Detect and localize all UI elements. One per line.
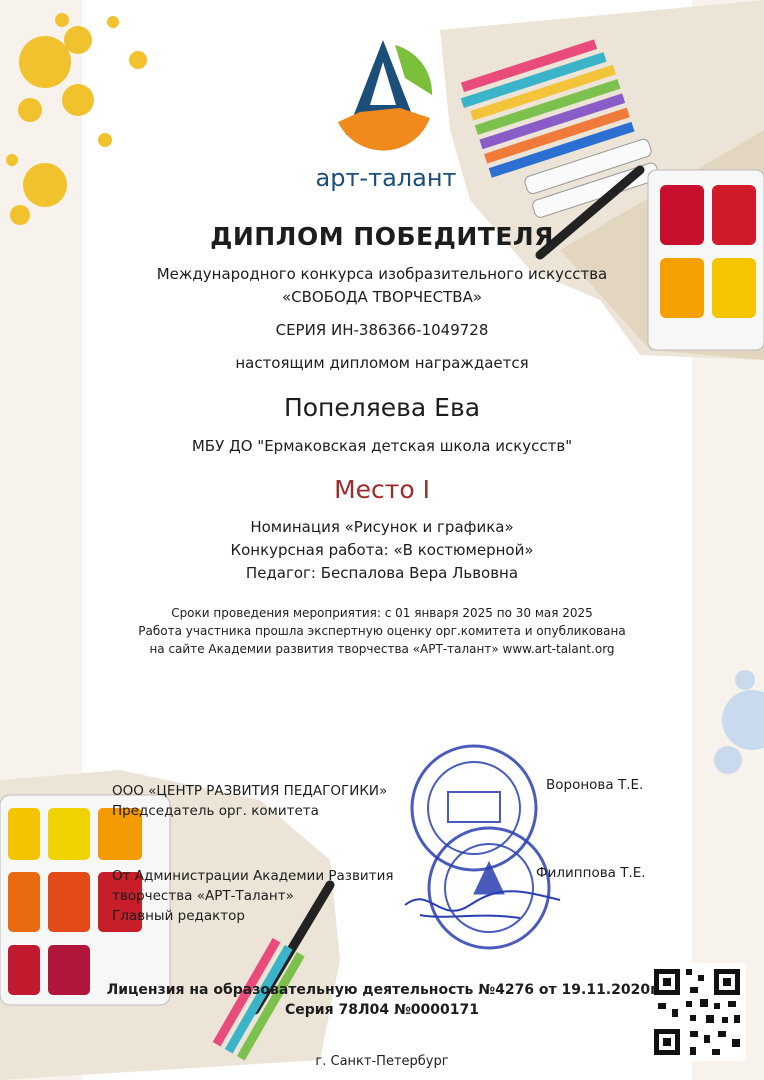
nomination: Номинация «Рисунок и графика» <box>250 518 514 536</box>
event-dates: Сроки проведения мероприятия: с 01 января 2025 по 30 мая 2025 <box>171 606 593 620</box>
place-award: Место I <box>334 475 430 504</box>
diploma-title: ДИПЛОМ ПОБЕДИТЕЛЯ <box>210 222 554 251</box>
city: г. Санкт-Петербург <box>315 1054 449 1069</box>
review-line-1: Работа участника прошла экспертную оценку орг.комитета и опубликована <box>138 624 626 638</box>
license-line-1: Лицензия на образовательную деятельность №4276 от 19.11.2020г <box>106 982 658 998</box>
contest-work: Конкурсная работа: «В костюмерной» <box>230 541 534 559</box>
awarded-text: настоящим дипломом награждается <box>235 354 529 372</box>
stamp-art-talant <box>429 828 549 948</box>
teacher-name: Педагог: Беспалова Вера Львовна <box>245 564 519 582</box>
org1-role: Председатель орг. комитета <box>112 803 319 819</box>
art-supplies-top-right <box>440 0 764 360</box>
review-line-2: на сайте Академии развития творчества «АРТ-талант» www.art-talant.org <box>149 642 615 656</box>
org2-line-1: От Администрации Академии Развития <box>112 868 394 884</box>
school-name: МБУ ДО "Ермаковская детская школа искусств" <box>191 437 573 455</box>
org2-line-2: творчества «АРТ-Талант» <box>112 888 294 904</box>
art-talant-logo <box>325 30 441 151</box>
yellow-paint-splash <box>6 13 147 225</box>
org2-role: Главный редактор <box>112 908 245 924</box>
org2-signer: Филиппова Т.Е. <box>536 865 646 881</box>
contest-line-1: Международного конкурса изобразительного искусства <box>156 265 608 283</box>
brand-name: арт-талант <box>315 164 457 192</box>
contest-line-2: «СВОБОДА ТВОРЧЕСТВА» <box>281 288 483 306</box>
license-line-2: Серия 78Л04 №0000171 <box>285 1002 479 1018</box>
blue-paint-splash <box>714 670 764 774</box>
org1-name: ООО «ЦЕНТР РАЗВИТИЯ ПЕДАГОГИКИ» <box>112 783 388 799</box>
diploma-series: СЕРИЯ ИН-386366-1049728 <box>275 321 489 339</box>
recipient-name: Попеляева Ева <box>283 393 481 422</box>
org1-signer: Воронова Т.Е. <box>546 777 644 793</box>
stamp-arp <box>412 746 536 870</box>
